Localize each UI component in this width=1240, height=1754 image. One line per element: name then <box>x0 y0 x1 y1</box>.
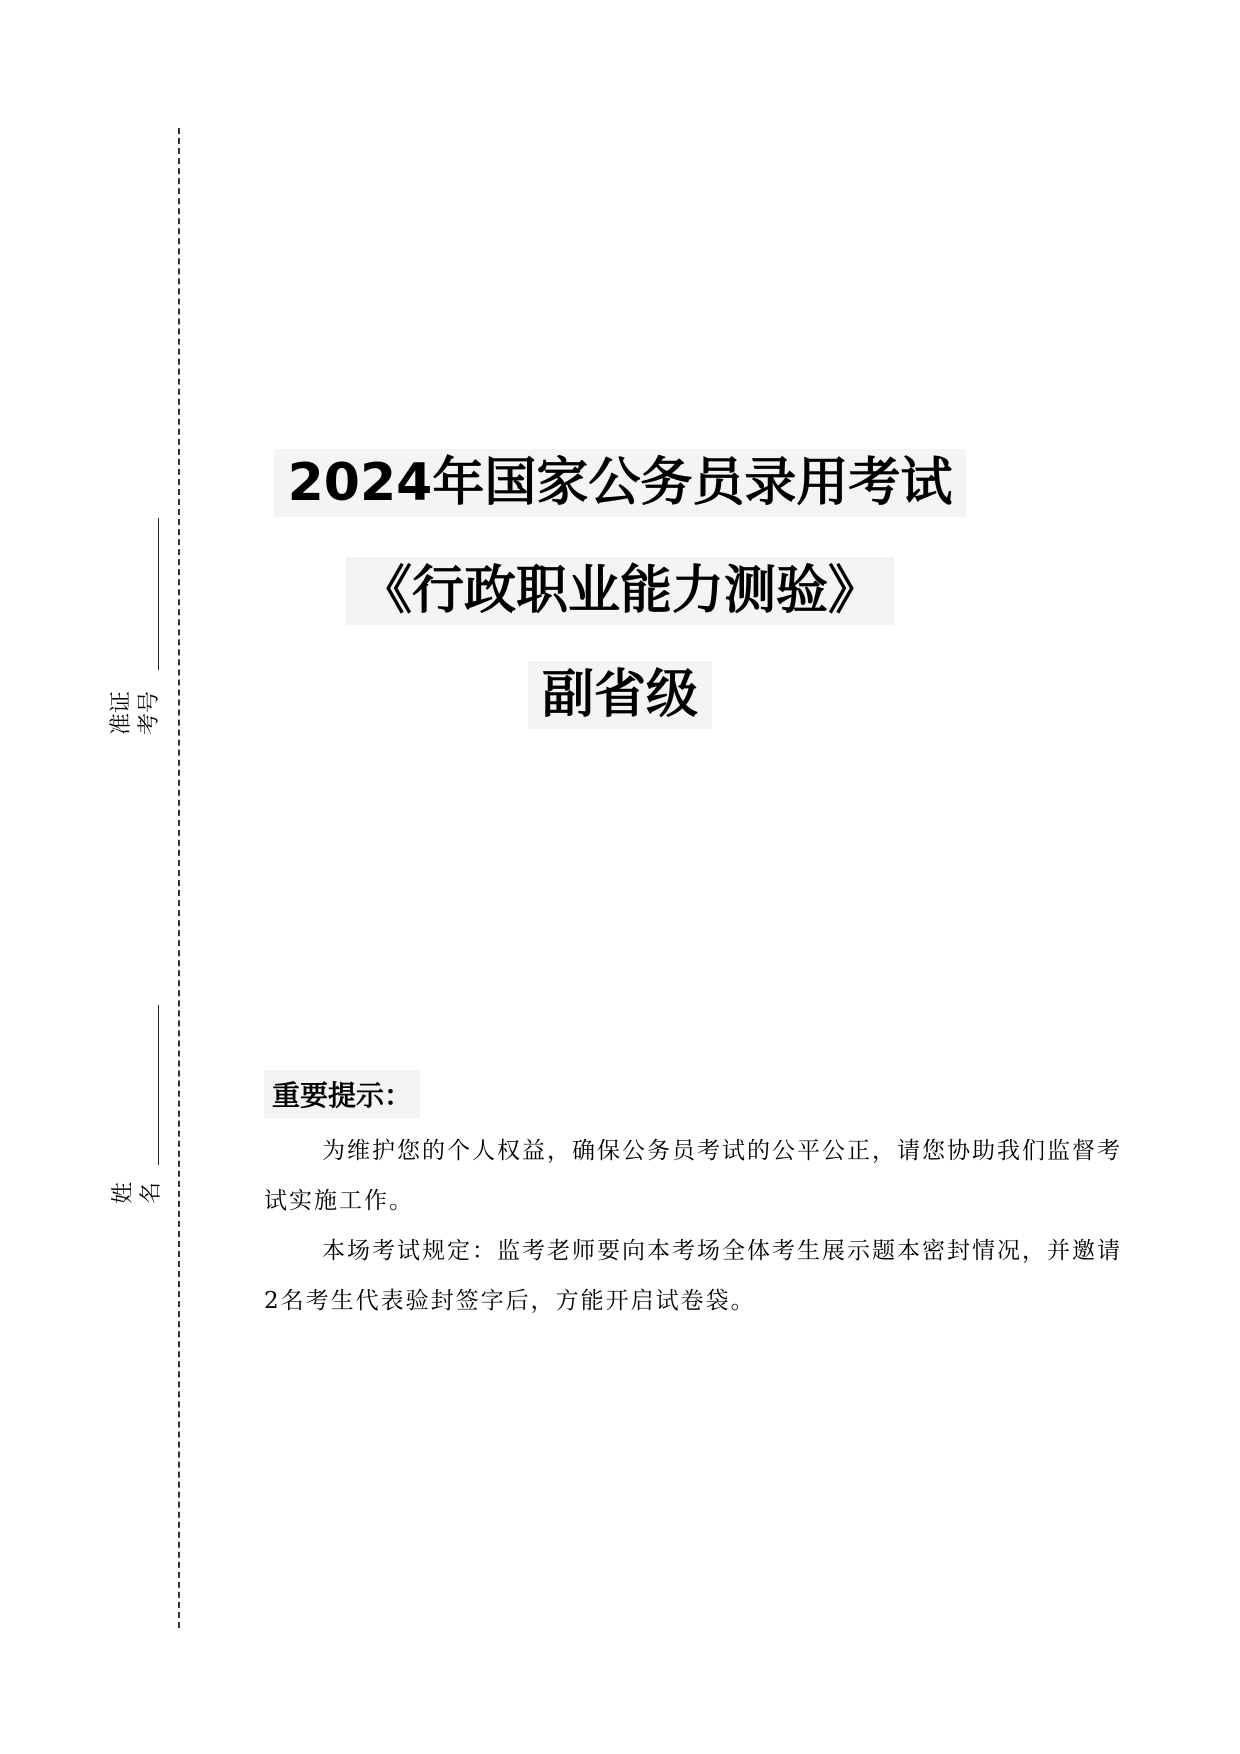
exam-number-label-bottom: 考号 <box>137 690 163 736</box>
level-title-text: 副省级 <box>528 661 712 729</box>
name-label-top: 姓 <box>111 1181 137 1205</box>
name-write-line[interactable] <box>158 1005 159 1165</box>
notice-paragraph-1: 为维护您的个人权益，确保公务员考试的公平公正，请您协助我们监督考试实施工作。 <box>264 1138 1122 1214</box>
notice-paragraph-2: 本场考试规定：监考老师要向本考场全体考生展示题本密封情况，并邀请2名考生代表验封签字后，方能开启试卷袋。 <box>264 1238 1122 1314</box>
name-label-bottom: 名 <box>139 1181 165 1205</box>
level-title <box>0 652 1240 727</box>
notice-heading: 重要提示： <box>264 1070 420 1118</box>
exam-number-label-top: 准证 <box>109 690 135 736</box>
exam-title-text: 2024年国家公务员录用考试 <box>274 449 967 517</box>
exam-title <box>0 440 1240 515</box>
subject-title <box>0 548 1240 623</box>
binding-dashed-line <box>178 128 180 1628</box>
subject-title-text: 《行政职业能力测验》 <box>346 557 894 625</box>
